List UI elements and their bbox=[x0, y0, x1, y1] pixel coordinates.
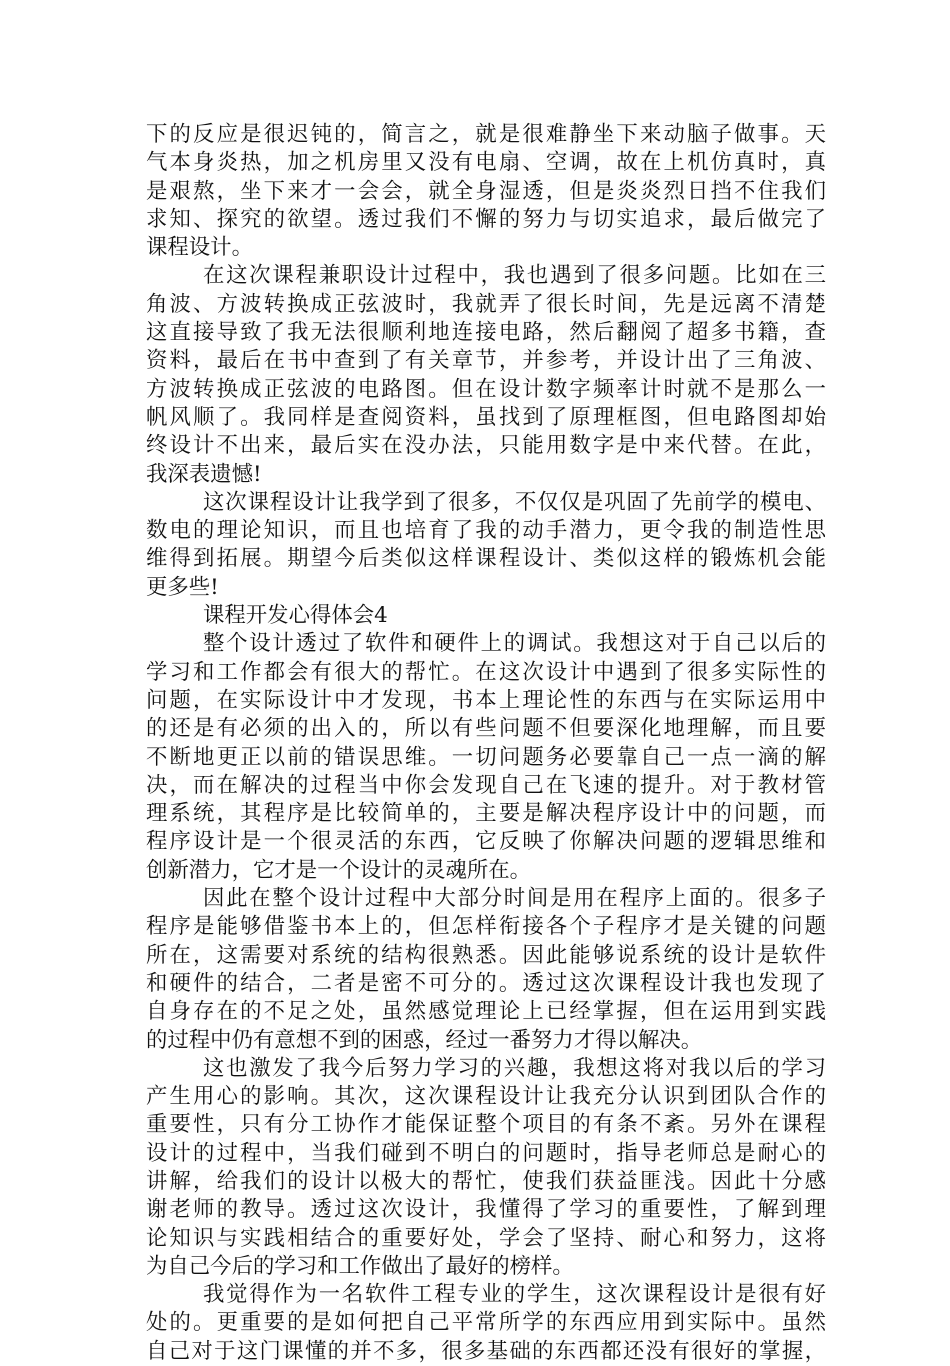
text-line: 谢老师的教导。透过这次设计，我懂得了学习的重要性，了解到理 bbox=[146, 1197, 826, 1223]
text-line: 我觉得作为一名软件工程专业的学生，这次课程设计是很有好 bbox=[203, 1282, 826, 1308]
text-line: 的过程中仍有意想不到的困惑，经过一番努力才得以解决。 bbox=[146, 1027, 703, 1053]
text-line: 整个设计透过了软件和硬件上的调试。我想这对于自己以后的 bbox=[203, 631, 826, 657]
text-line: 气本身炎热，加之机房里又没有电扇、空调，故在上机仿真时，真 bbox=[146, 150, 826, 176]
text-line: 不断地更正以前的错误思维。一切问题务必要靠自己一点一滴的解 bbox=[146, 744, 826, 770]
text-line: 这直接导致了我无法很顺利地连接电路，然后翻阅了超多书籍，查 bbox=[146, 320, 826, 346]
text-line: 资料，最后在书中查到了有关章节，并参考，并设计出了三角波、 bbox=[146, 348, 826, 374]
text-line: 课程开发心得体会4 bbox=[203, 603, 388, 629]
text-line: 创新潜力，它才是一个设计的灵魂所在。 bbox=[146, 857, 532, 883]
text-line: 我深表遗憾! bbox=[146, 461, 262, 487]
text-line: 角波、方波转换成正弦波时，我就弄了很长时间，先是远离不清楚 bbox=[146, 291, 826, 317]
text-line: 讲解，给我们的设计以极大的帮忙，使我们获益匪浅。因此十分感 bbox=[146, 1168, 826, 1194]
text-line: 重要性，只有分工协作才能保证整个项目的有条不紊。另外在课程 bbox=[146, 1112, 826, 1138]
text-line: 自身存在的不足之处，虽然感觉理论上已经掌握，但在运用到实践 bbox=[146, 999, 826, 1025]
text-line: 是艰熬，坐下来才一会会，就全身湿透，但是炎炎烈日挡不住我们 bbox=[146, 178, 826, 204]
text-line: 论知识与实践相结合的重要好处，学会了坚持、耐心和努力，这将 bbox=[146, 1225, 826, 1251]
text-line: 更多些! bbox=[146, 574, 219, 600]
text-line: 设计的过程中，当我们碰到不明白的问题时，指导老师总是耐心的 bbox=[146, 1140, 826, 1166]
text-line: 和硬件的结合，二者是密不可分的。透过这次课程设计我也发现了 bbox=[146, 970, 826, 996]
text-line: 帆风顺了。我同样是查阅资料，虽找到了原理框图，但电路图却始 bbox=[146, 404, 826, 430]
text-line: 决，而在解决的过程当中你会发现自己在飞速的提升。对于教材管 bbox=[146, 772, 826, 798]
text-line: 产生用心的影响。其次，这次课程设计让我充分认识到团队合作的 bbox=[146, 1084, 826, 1110]
text-line: 理系统，其程序是比较简单的，主要是解决程序设计中的问题，而 bbox=[146, 801, 826, 827]
text-line: 程序是能够借鉴书本上的，但怎样衔接各个子程序才是关键的问题 bbox=[146, 914, 826, 940]
text-line: 这次课程设计让我学到了很多，不仅仅是巩固了先前学的模电、 bbox=[203, 489, 826, 515]
text-line: 在这次课程兼职设计过程中，我也遇到了很多问题。比如在三 bbox=[203, 263, 826, 289]
text-line: 的还是有必须的出入的，所以有些问题不但要深化地理解，而且要 bbox=[146, 716, 826, 742]
text-line: 所在，这需要对系统的结构很熟悉。因此能够说系统的设计是软件 bbox=[146, 942, 826, 968]
text-line: 课程设计。 bbox=[146, 235, 253, 261]
text-line: 求知、探究的欲望。透过我们不懈的努力与切实追求，最后做完了 bbox=[146, 206, 826, 232]
text-line: 处的。更重要的是如何把自己平常所学的东西应用到实际中。虽然 bbox=[146, 1310, 826, 1336]
document-body bbox=[146, 121, 826, 1366]
text-line: 下的反应是很迟钝的，简言之，就是很难静坐下来动脑子做事。天 bbox=[146, 122, 826, 147]
text-line: 学习和工作都会有很大的帮忙。在这次设计中遇到了很多实际性的 bbox=[146, 659, 826, 685]
text-line: 数电的理论知识，而且也培育了我的动手潜力，更令我的制造性思 bbox=[146, 518, 826, 544]
text-line: 自己对于这门课懂的并不多，很多基础的东西都还没有很好的掌握， bbox=[146, 1338, 826, 1364]
text-line: 方波转换成正弦波的电路图。但在设计数字频率计时就不是那么一 bbox=[146, 376, 826, 402]
text-line: 程序设计是一个很灵活的东西，它反映了你解决问题的逻辑思维和 bbox=[146, 829, 826, 855]
text-line: 为自己今后的学习和工作做出了最好的榜样。 bbox=[146, 1253, 574, 1279]
text-line: 问题，在实际设计中才发现，书本上理论性的东西与在实际运用中 bbox=[146, 687, 826, 713]
text-line: 因此在整个设计过程中大部分时间是用在程序上面的。很多子 bbox=[203, 886, 826, 912]
text-line: 终设计不出来，最后实在没办法，只能用数字是中来代替。在此， bbox=[146, 433, 826, 459]
text-line: 维得到拓展。期望今后类似这样课程设计、类似这样的锻炼机会能 bbox=[146, 546, 826, 572]
text-line: 这也激发了我今后努力学习的兴趣，我想这将对我以后的学习 bbox=[203, 1055, 826, 1081]
